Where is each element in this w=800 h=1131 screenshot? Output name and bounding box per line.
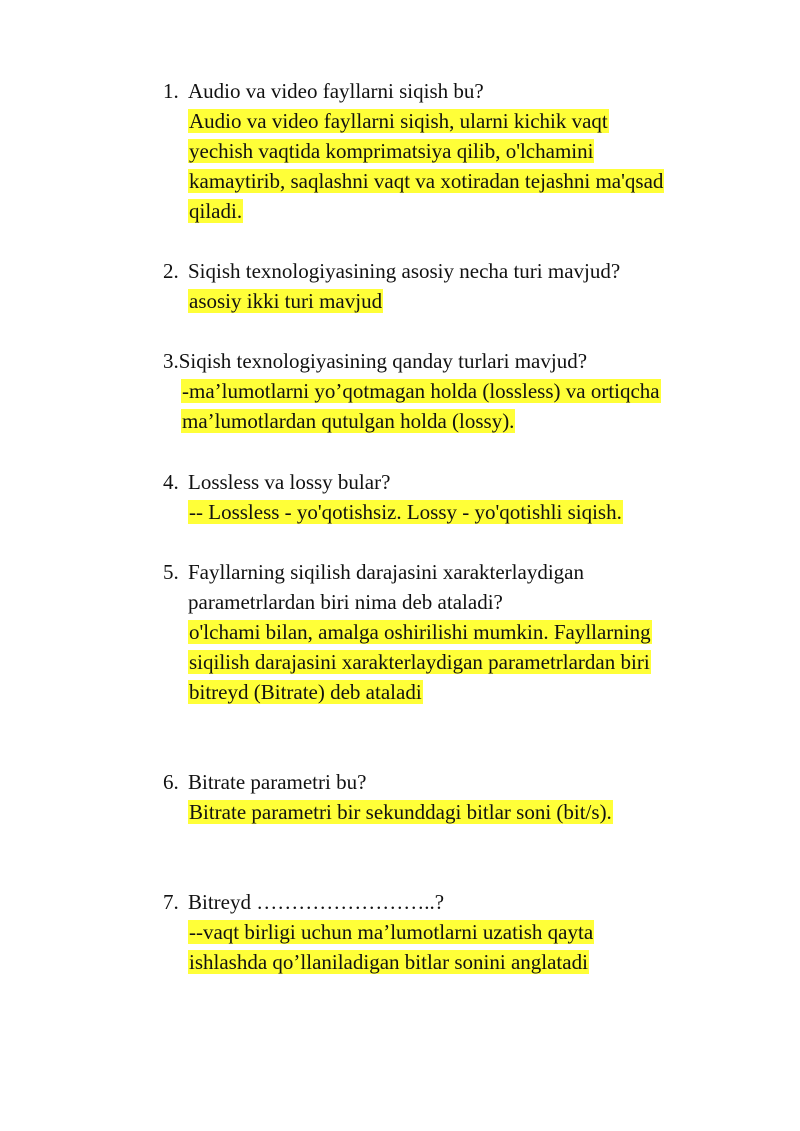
answer-2-line-1 bbox=[188, 286, 383, 316]
question-5-line-2 bbox=[188, 587, 503, 617]
question-4 bbox=[163, 467, 390, 497]
answer-1-line-1 bbox=[188, 106, 609, 136]
question-1 bbox=[163, 76, 484, 106]
highlighted-answer: --vaqt birligi uchun ma’lumotlarni uzatish qayta bbox=[189, 920, 594, 944]
answer-6-line-1 bbox=[188, 797, 613, 827]
highlighted-answer: asosiy ikki turi mavjud bbox=[189, 289, 383, 313]
answer-1-line-4 bbox=[188, 196, 243, 226]
question-text: Audio va video fayllarni siqish bu? bbox=[188, 79, 484, 103]
question-number: 5. bbox=[163, 560, 179, 584]
answer-5-line-1 bbox=[188, 617, 652, 647]
question-text: Bitreyd ……………………..? bbox=[188, 890, 445, 914]
question-5 bbox=[163, 557, 584, 587]
question-text: Lossless va lossy bular? bbox=[188, 470, 391, 494]
question-text: parametrlardan biri nima deb ataladi? bbox=[188, 590, 503, 614]
question-number: 7. bbox=[163, 890, 179, 914]
highlighted-answer: -ma’lumotlarni yo’qotmagan holda (lossless) va ortiqcha bbox=[182, 379, 660, 403]
answer-4-line-1 bbox=[188, 497, 623, 527]
question-text: Siqish texnologiyasining qanday turlari mavjud? bbox=[178, 349, 588, 373]
question-text: Bitrate parametri bu? bbox=[188, 770, 367, 794]
highlighted-answer: bitreyd (Bitrate) deb ataladi bbox=[189, 680, 422, 704]
highlighted-answer: qiladi. bbox=[189, 199, 243, 223]
question-7 bbox=[163, 887, 444, 917]
answer-5-line-2 bbox=[188, 647, 651, 677]
question-number: 6. bbox=[163, 770, 179, 794]
question-number: 1. bbox=[163, 79, 179, 103]
highlighted-answer: Audio va video fayllarni siqish, ularni kichik vaqt bbox=[189, 109, 608, 133]
question-text: Siqish texnologiyasining asosiy necha turi mavjud? bbox=[188, 259, 621, 283]
question-number: 3. bbox=[163, 349, 179, 373]
highlighted-answer: ishlashda qo’llaniladigan bitlar sonini anglatadi bbox=[189, 950, 588, 974]
question-number: 4. bbox=[163, 470, 179, 494]
answer-3-line-1 bbox=[181, 376, 661, 406]
highlighted-answer: siqilish darajasini xarakterlaydigan parametrlardan biri bbox=[189, 650, 650, 674]
answer-5-line-3 bbox=[188, 677, 423, 707]
question-number: 2. bbox=[163, 259, 179, 283]
highlighted-answer: -- Lossless - yo'qotishsiz. Lossy - yo'qotishli siqish. bbox=[189, 500, 622, 524]
question-6 bbox=[163, 767, 366, 797]
highlighted-answer: yechish vaqtida komprimatsiya qilib, o'lchamini bbox=[189, 139, 594, 163]
highlighted-answer: ma’lumotlardan qutulgan holda (lossy). bbox=[182, 409, 515, 433]
highlighted-answer: o'lchami bilan, amalga oshirilishi mumkin. Fayllarning bbox=[189, 620, 651, 644]
highlighted-answer: kamaytirib, saqlashni vaqt va xotiradan tejashni ma'qsad bbox=[189, 169, 664, 193]
question-text: Fayllarning siqilish darajasini xarakterlaydigan bbox=[188, 560, 584, 584]
answer-3-line-2 bbox=[181, 406, 515, 436]
question-3 bbox=[163, 346, 587, 376]
answer-7-line-2 bbox=[188, 947, 589, 977]
question-2 bbox=[163, 256, 620, 286]
answer-1-line-2 bbox=[188, 136, 594, 166]
answer-7-line-1 bbox=[188, 917, 594, 947]
highlighted-answer: Bitrate parametri bir sekunddagi bitlar soni (bit/s). bbox=[189, 800, 612, 824]
answer-1-line-3 bbox=[188, 166, 664, 196]
